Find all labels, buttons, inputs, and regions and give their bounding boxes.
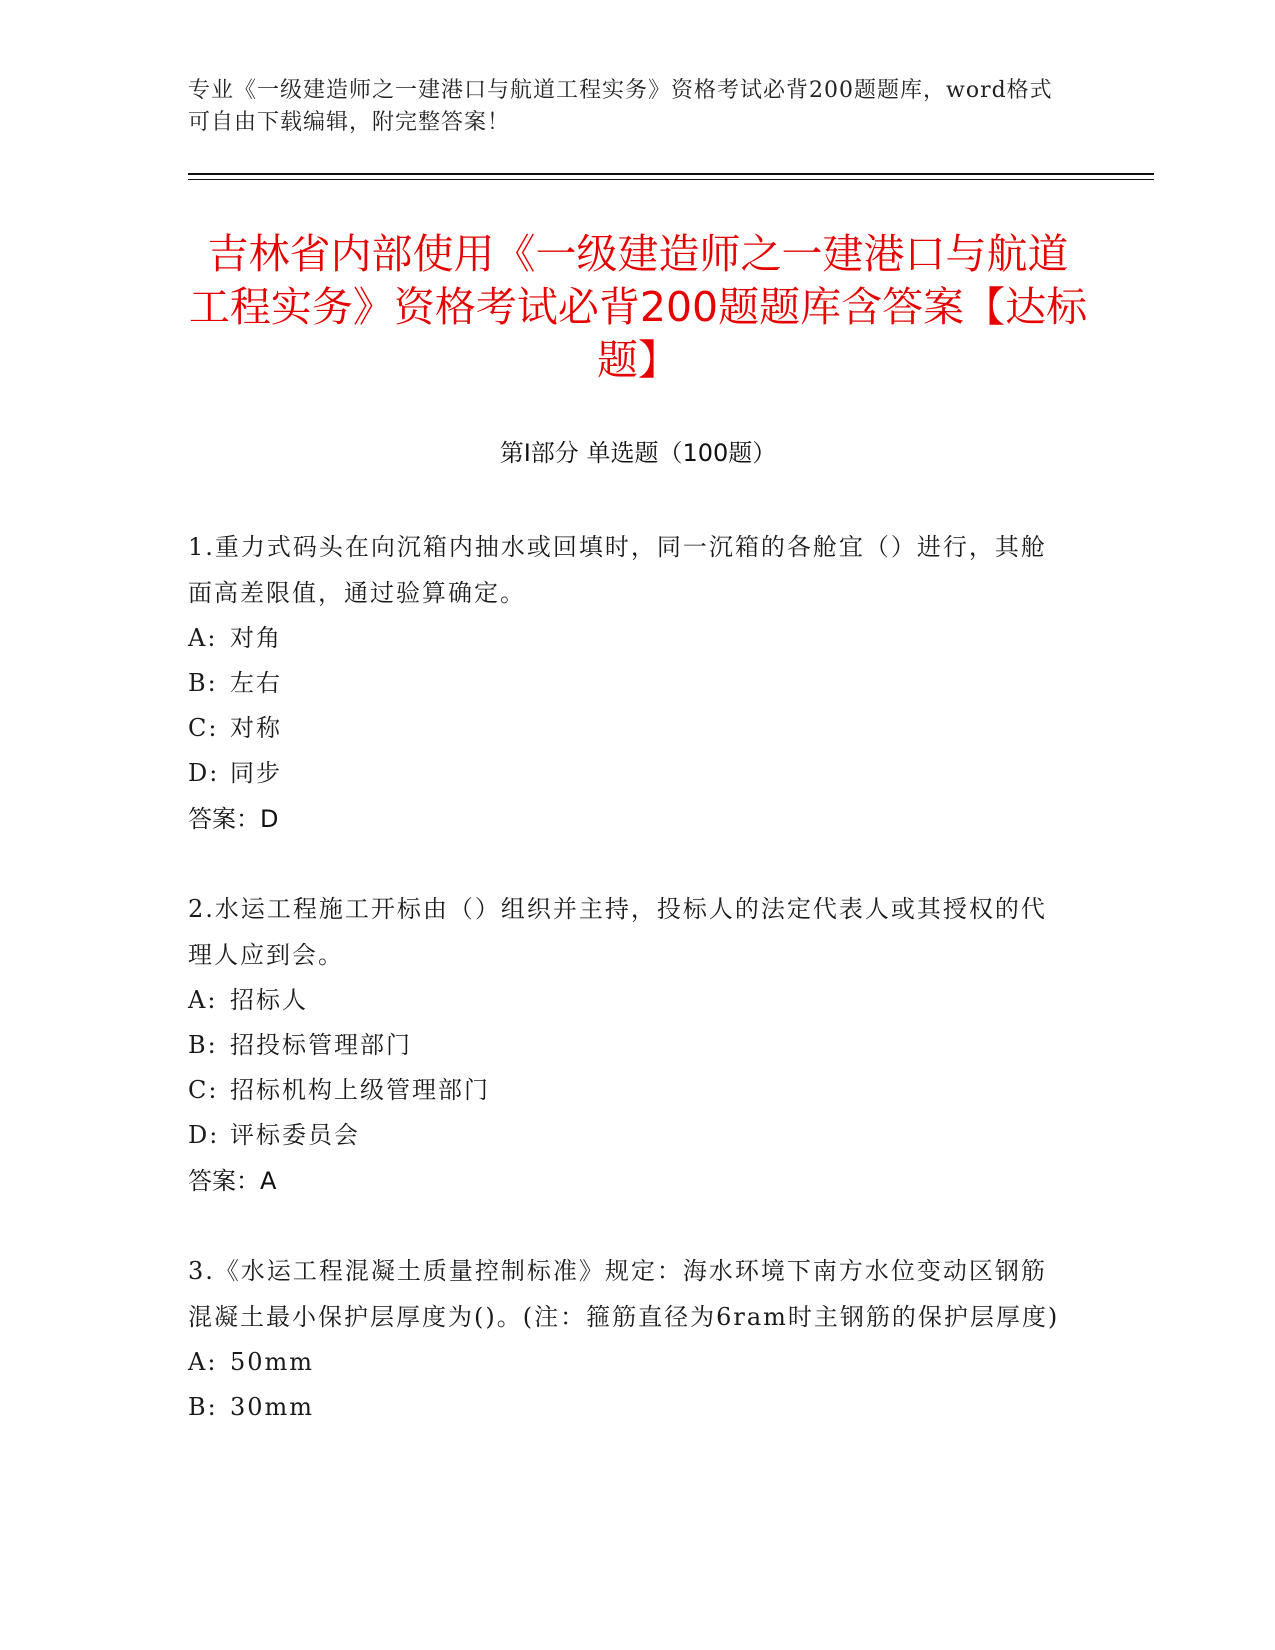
question-2 [188,886,1068,1204]
option-key: C: [188,1076,219,1104]
option-text: 同步 [230,759,282,787]
option-a [188,616,1068,661]
option-text: 招标人 [230,986,308,1014]
option-text: 招标机构上级管理部门 [230,1076,490,1104]
option-text: 对称 [230,714,282,742]
option-text: 评标委员会 [230,1121,360,1149]
option-key: D: [188,759,220,787]
question-3 [188,1248,1068,1430]
header-rule-thin [188,179,1154,180]
option-text: 30mm [230,1393,315,1421]
option-key: A: [188,986,218,1014]
option-key: B: [188,669,218,697]
question-text: 2.水运工程施工开标由（）组织并主持，投标人的法定代表人或其授权的代理人应到会。 [188,895,1047,969]
section-heading: 第Ⅰ部分 单选题（100题） [499,439,777,467]
option-d [188,1113,1068,1158]
document-title: 吉林省内部使用《一级建造师之一建港口与航道工程实务》资格考试必背200题题库含答案【达标题】 [188,230,1088,384]
option-b [188,1023,1068,1068]
option-key: D: [188,1121,220,1149]
option-text: 对角 [230,624,282,652]
question-text: 3.《水运工程混凝土质量控制标准》规定：海水环境下南方水位变动区钢筋混凝土最小保护层厚度为()。(注：箍筋直径为6ram时主钢筋的保护层厚度) [188,1257,1060,1331]
option-text: 左右 [230,669,282,697]
option-text: 招投标管理部门 [230,1031,412,1059]
option-key: C: [188,714,219,742]
option-b [188,661,1068,706]
option-b [188,1385,1068,1430]
answer-line: 答案：D [188,805,279,833]
answer-line: 答案：A [188,1167,277,1195]
option-c [188,706,1068,751]
option-d [188,751,1068,796]
option-key: B: [188,1393,218,1421]
option-c [188,1068,1068,1113]
option-text: 50mm [230,1348,315,1376]
option-key: A: [188,624,218,652]
question-1 [188,524,1068,842]
option-a [188,978,1068,1023]
option-key: A: [188,1348,218,1376]
intro-text: 专业《一级建造师之一建港口与航道工程实务》资格考试必背200题题库，word格式可自由下载编辑，附完整答案！ [188,78,1053,135]
option-a [188,1340,1068,1385]
option-key: B: [188,1031,218,1059]
question-text: 1.重力式码头在向沉箱内抽水或回填时，同一沉箱的各舱宜（）进行，其舱面高差限值，通过验算确定。 [188,533,1047,607]
header-rule-thick [188,173,1154,175]
